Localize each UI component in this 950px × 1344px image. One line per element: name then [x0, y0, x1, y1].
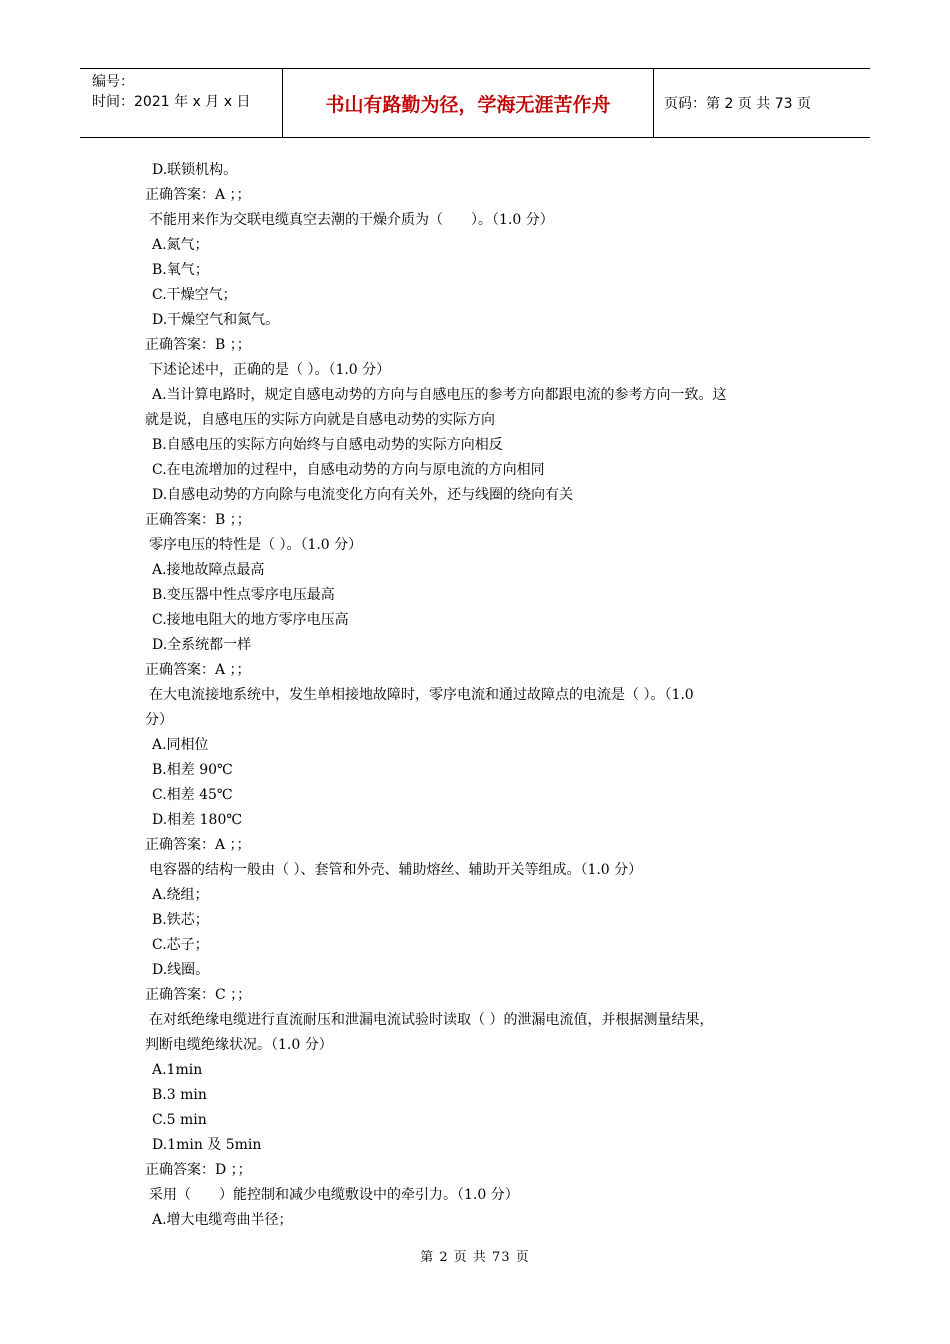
option-text: C.在电流增加的过程中，自感电动势的方向与原电流的方向相同	[152, 462, 545, 478]
question-text: 电容器的结构一般由（ ）、套管和外壳、辅助熔丝、辅助开关等组成。（1.0 分）	[149, 862, 643, 878]
question-text: 在大电流接地系统中，发生单相接地故障时，零序电流和通过故障点的电流是（ ）。（1.0	[149, 687, 694, 703]
answer-text: 分）	[145, 712, 173, 728]
question-text: 零序电压的特性是（ ）。（1.0 分）	[149, 537, 363, 553]
time-label: 时间：2021 年 x 月 x 日	[92, 94, 251, 110]
answer-text: 正确答案：A ；；	[145, 662, 251, 678]
option-text: B.相差 90℃	[152, 762, 233, 778]
option-text: C.5 min	[152, 1112, 207, 1128]
option-text: A.同相位	[152, 737, 209, 753]
answer-text: 正确答案：A ；；	[145, 837, 251, 853]
option-text: C.接地电阻大的地方零序电压高	[152, 612, 349, 628]
question-text: 下述论述中，正确的是（ ）。（1.0 分）	[149, 362, 391, 378]
option-text: A.增大电缆弯曲半径；	[152, 1212, 293, 1228]
question-text: 在对纸绝缘电缆进行直流耐压和泄漏电流试验时读取（ ）的泄漏电流值，并根据测量结果，	[149, 1012, 714, 1028]
option-text: A.1min	[152, 1062, 203, 1078]
option-text: D.线圈。	[152, 962, 210, 978]
option-text: B.变压器中性点零序电压最高	[152, 587, 335, 603]
option-text: B.自感电压的实际方向始终与自感电动势的实际方向相反	[152, 437, 503, 453]
answer-text: 正确答案：C ；；	[145, 987, 252, 1003]
option-text: C.相差 45℃	[152, 787, 233, 803]
question-text: 不能用来作为交联电缆真空去潮的干燥介质为（ ）。（1.0 分）	[149, 212, 554, 228]
number-label: 编号：	[92, 74, 134, 90]
document-body	[145, 158, 815, 1233]
answer-text: 正确答案：A ；；	[145, 187, 251, 203]
option-text: D.自感电动势的方向除与电流变化方向有关外，还与线圈的绕向有关	[152, 487, 574, 503]
answer-text: 正确答案：B ；；	[145, 337, 251, 353]
answer-text: 判断电缆绝缘状况。（1.0 分）	[145, 1037, 333, 1053]
option-text: B.氧气；	[152, 262, 209, 278]
option-text: D.1min 及 5min	[152, 1137, 262, 1153]
option-text: D.全系统都一样	[152, 637, 252, 653]
answer-text: 正确答案：D ；；	[145, 1162, 252, 1178]
option-text: C.干燥空气；	[152, 287, 237, 303]
option-text: A.氮气；	[152, 237, 209, 253]
option-text: A.接地故障点最高	[152, 562, 265, 578]
option-text: B.3 min	[152, 1087, 207, 1103]
page-header	[80, 68, 870, 138]
header-page-info: 页码：第 2 页 共 73 页	[664, 96, 811, 112]
option-text: D.干燥空气和氮气。	[152, 312, 280, 328]
answer-text: 正确答案：B ；；	[145, 512, 251, 528]
option-text: C.芯子；	[152, 937, 209, 953]
header-meta	[80, 69, 282, 137]
header-motto: 书山有路勤为径，学海无涯苦作舟	[282, 69, 654, 137]
option-text: D.相差 180℃	[152, 812, 243, 828]
question-text: 采用（ ）能控制和减少电缆敷设中的牵引力。（1.0 分）	[149, 1187, 519, 1203]
option-text: D.联锁机构。	[152, 162, 238, 178]
option-text: A.当计算电路时，规定自感电动势的方向与自感电压的参考方向都跟电流的参考方向一致。这	[152, 387, 727, 403]
option-text: A.绕组；	[152, 887, 209, 903]
page-footer: 第 2 页 共 73 页	[420, 1250, 530, 1265]
answer-text: 就是说，自感电压的实际方向就是自感电动势的实际方向	[145, 412, 495, 428]
option-text: B.铁芯；	[152, 912, 209, 928]
